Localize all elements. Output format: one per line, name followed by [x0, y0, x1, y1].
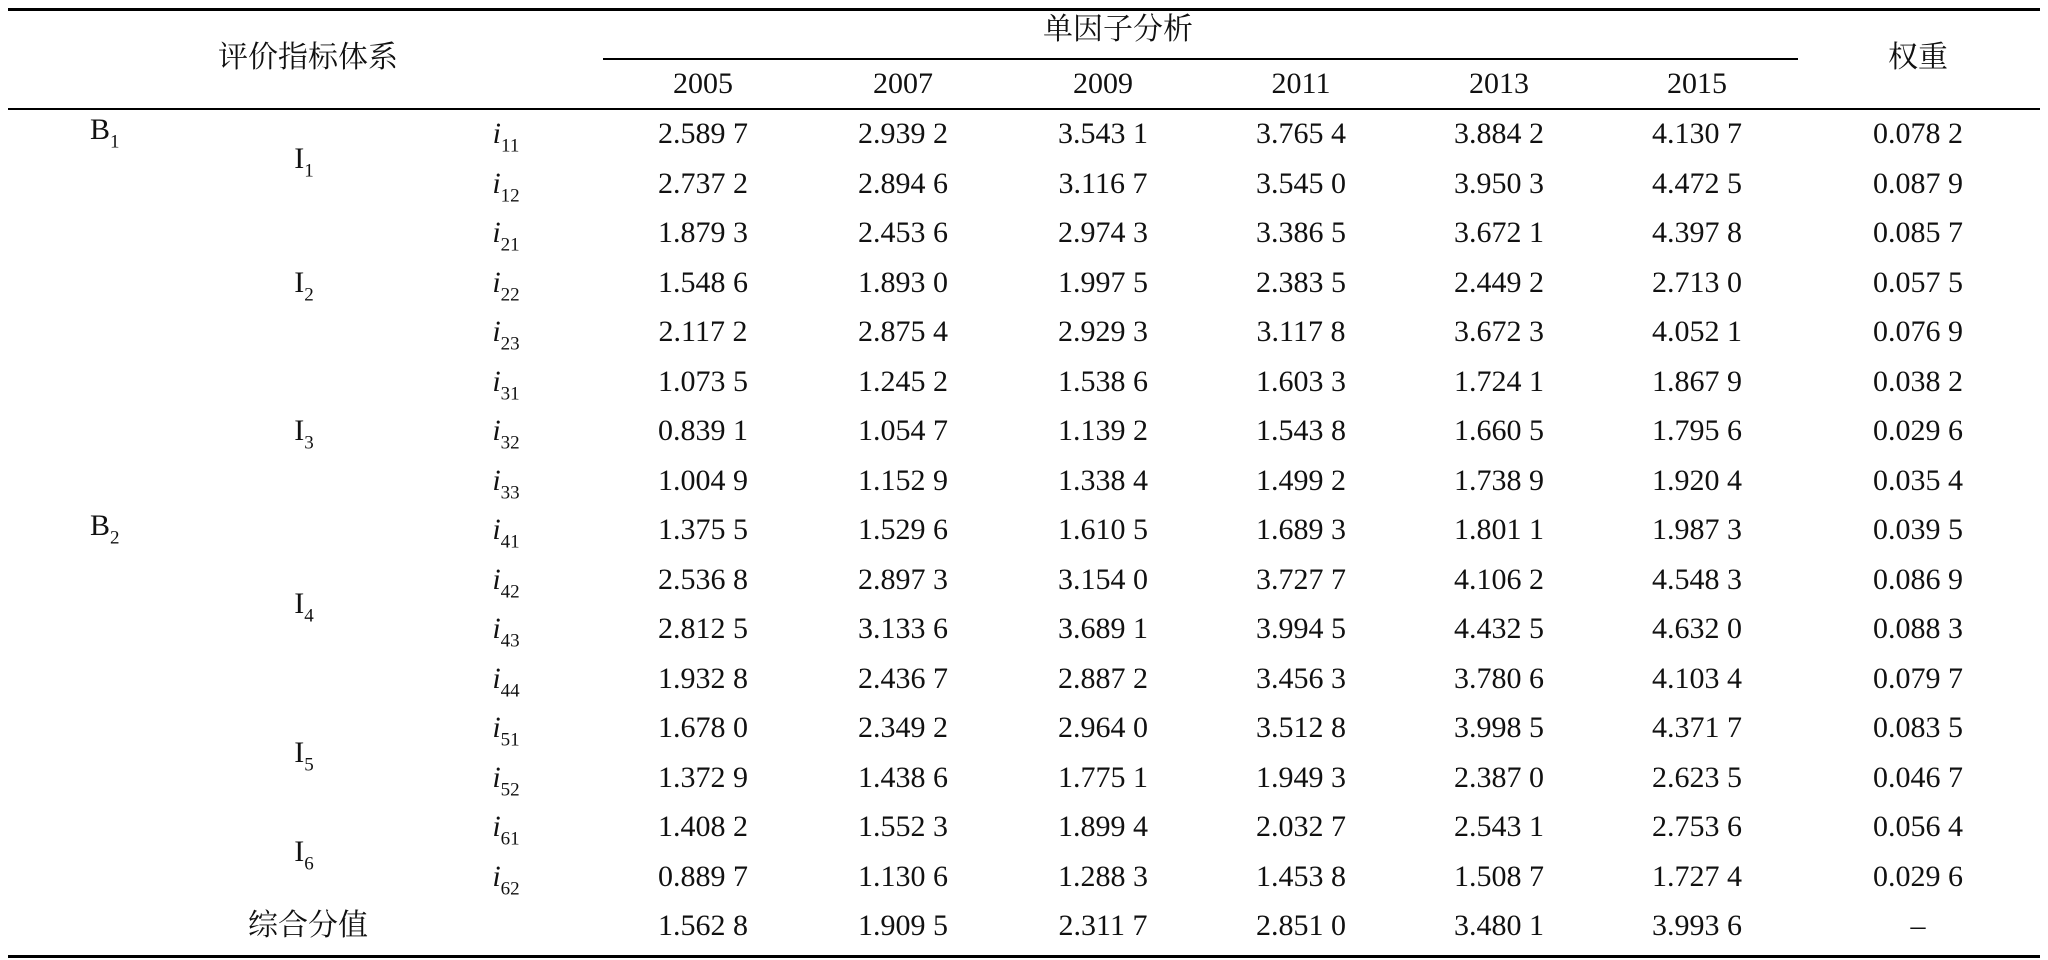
total-weight-cell: – [1910, 909, 1926, 942]
value-cell: 3.994 5 [1256, 612, 1346, 645]
value-cell: 1.375 5 [658, 513, 748, 546]
weight-cell: 0.086 9 [1873, 562, 1963, 596]
value-cell: 3.950 3 [1454, 166, 1544, 200]
value-cell: 1.610 5 [1058, 513, 1148, 546]
value-cell: 1.372 9 [658, 760, 748, 794]
value-cell: 3.117 8 [1256, 315, 1346, 348]
value-cell: 1.338 4 [1058, 463, 1148, 497]
year-header-2007: 2007 [873, 67, 933, 100]
value-cell: 2.032 7 [1256, 810, 1346, 843]
value-cell: 4.130 7 [1652, 117, 1742, 150]
header-single-factor: 单因子分析 [1043, 12, 1193, 47]
value-cell: 4.432 5 [1454, 612, 1544, 645]
value-cell: 2.349 2 [858, 711, 948, 744]
value-cell: 4.632 0 [1652, 612, 1742, 645]
value-cell: 2.894 6 [858, 166, 948, 200]
value-cell: 2.897 3 [858, 562, 948, 596]
indicator-i22: $i_{22}$ [492, 265, 520, 306]
value-cell: 2.974 3 [1058, 216, 1148, 249]
value-cell: 3.780 6 [1454, 661, 1544, 695]
single-factor-underline [603, 58, 1798, 60]
value-cell: 2.623 5 [1652, 760, 1742, 794]
value-cell: 1.867 9 [1652, 364, 1742, 398]
value-cell: 0.889 7 [658, 859, 748, 893]
value-cell: 1.408 2 [658, 810, 748, 843]
value-cell: 1.660 5 [1454, 414, 1544, 447]
indicator-i31: $i_{31}$ [492, 364, 520, 405]
value-cell: 2.543 1 [1454, 810, 1544, 843]
value-cell: 3.765 4 [1256, 117, 1346, 150]
indicator-i41: $i_{41}$ [492, 513, 520, 553]
group-label-B1: $B_1$ [90, 113, 120, 153]
value-cell: 2.875 4 [858, 315, 948, 348]
header-rule [8, 108, 2040, 110]
value-cell: 4.052 1 [1652, 315, 1742, 348]
year-header-2013: 2013 [1469, 67, 1529, 100]
value-cell: 3.727 7 [1256, 562, 1346, 596]
total-value-cell: 3.993 6 [1652, 909, 1742, 942]
value-cell: 3.672 1 [1454, 216, 1544, 249]
value-cell: 1.879 3 [658, 216, 748, 249]
value-cell: 1.678 0 [658, 711, 748, 744]
indicator-i33: $i_{33}$ [492, 463, 520, 504]
header-weight: 权重 [1888, 40, 1948, 75]
value-cell: 1.893 0 [858, 265, 948, 299]
value-cell: 1.899 4 [1058, 810, 1148, 843]
top-rule [8, 8, 2040, 11]
value-cell: 3.116 7 [1058, 166, 1148, 200]
value-cell: 1.738 9 [1454, 463, 1544, 497]
value-cell: 1.073 5 [658, 364, 748, 398]
value-cell: 1.508 7 [1454, 859, 1544, 893]
value-cell: 1.538 6 [1058, 364, 1148, 398]
value-cell: 4.472 5 [1652, 166, 1742, 200]
total-value-cell: 1.562 8 [658, 909, 748, 942]
value-cell: 1.801 1 [1454, 513, 1544, 546]
value-cell: 1.152 9 [858, 463, 948, 497]
index-label-I6: $I_6$ [294, 834, 314, 875]
value-cell: 2.436 7 [858, 661, 948, 695]
value-cell: 1.920 4 [1652, 463, 1742, 497]
value-cell: 3.672 3 [1454, 315, 1544, 348]
indicator-i51: $i_{51}$ [492, 711, 520, 751]
index-label-I3: $I_3$ [294, 414, 314, 454]
weight-cell: 0.076 9 [1873, 315, 1963, 348]
indicator-i62: $i_{62}$ [492, 859, 520, 900]
value-cell: 1.775 1 [1058, 760, 1148, 794]
group-label-B2: $B_2$ [90, 509, 120, 549]
value-cell: 2.887 2 [1058, 661, 1148, 695]
indicator-i12: $i_{12}$ [492, 166, 520, 207]
value-cell: 3.154 0 [1058, 562, 1148, 596]
total-value-cell: 3.480 1 [1454, 909, 1544, 942]
value-cell: 1.438 6 [858, 760, 948, 794]
weight-cell: 0.079 7 [1873, 661, 1963, 695]
value-cell: 1.054 7 [858, 414, 948, 447]
weight-cell: 0.029 6 [1873, 859, 1963, 893]
value-cell: 2.737 2 [658, 166, 748, 200]
value-cell: 3.545 0 [1256, 166, 1346, 200]
weight-cell: 0.087 9 [1873, 166, 1963, 200]
value-cell: 1.499 2 [1256, 463, 1346, 497]
indicator-i21: $i_{21}$ [492, 216, 520, 256]
value-cell: 1.949 3 [1256, 760, 1346, 794]
value-cell: 2.449 2 [1454, 265, 1544, 299]
value-cell: 1.245 2 [858, 364, 948, 398]
total-value-cell: 2.311 7 [1058, 909, 1148, 942]
value-cell: 4.397 8 [1652, 216, 1742, 249]
value-cell: 1.603 3 [1256, 364, 1346, 398]
value-cell: 3.133 6 [858, 612, 948, 645]
value-cell: 4.371 7 [1652, 711, 1742, 744]
total-value-cell: 1.909 5 [858, 909, 948, 942]
value-cell: 2.964 0 [1058, 711, 1148, 744]
value-cell: 2.753 6 [1652, 810, 1742, 843]
weight-cell: 0.035 4 [1873, 463, 1963, 497]
value-cell: 1.529 6 [858, 513, 948, 546]
value-cell: 1.004 9 [658, 463, 748, 497]
value-cell: 2.939 2 [858, 117, 948, 150]
value-cell: 2.536 8 [658, 562, 748, 596]
weight-cell: 0.056 4 [1873, 810, 1963, 843]
total-label: 综合分值 [248, 908, 368, 943]
weight-cell: 0.046 7 [1873, 760, 1963, 794]
year-header-2005: 2005 [673, 67, 733, 100]
value-cell: 3.998 5 [1454, 711, 1544, 744]
value-cell: 1.552 3 [858, 810, 948, 843]
value-cell: 3.884 2 [1454, 117, 1544, 150]
weight-cell: 0.057 5 [1873, 265, 1963, 299]
value-cell: 1.997 5 [1058, 265, 1148, 299]
weight-cell: 0.078 2 [1873, 117, 1963, 150]
weight-cell: 0.083 5 [1873, 711, 1963, 744]
value-cell: 2.713 0 [1652, 265, 1742, 299]
value-cell: 4.548 3 [1652, 562, 1742, 596]
indicator-i52: $i_{52}$ [492, 760, 520, 801]
year-header-2009: 2009 [1073, 67, 1133, 100]
index-label-I5: $I_5$ [294, 735, 314, 776]
indicator-i11: $i_{11}$ [492, 117, 520, 157]
indicator-i42: $i_{42}$ [492, 562, 520, 603]
year-header-2015: 2015 [1667, 67, 1727, 100]
weight-cell: 0.085 7 [1873, 216, 1963, 249]
indicator-i61: $i_{61}$ [492, 810, 520, 850]
header-evaluation-system: 评价指标体系 [218, 40, 398, 75]
value-cell: 0.839 1 [658, 414, 748, 447]
value-cell: 3.689 1 [1058, 612, 1148, 645]
value-cell: 1.130 6 [858, 859, 948, 893]
value-cell: 1.548 6 [658, 265, 748, 299]
value-cell: 2.812 5 [658, 612, 748, 645]
value-cell: 3.456 3 [1256, 661, 1346, 695]
value-cell: 1.453 8 [1256, 859, 1346, 893]
indicator-i32: $i_{32}$ [492, 414, 520, 454]
year-header-2011: 2011 [1271, 67, 1331, 100]
value-cell: 2.589 7 [658, 117, 748, 150]
value-cell: 4.103 4 [1652, 661, 1742, 695]
indicator-i43: $i_{43}$ [492, 612, 520, 652]
index-label-I1: $I_1$ [294, 141, 314, 182]
value-cell: 2.383 5 [1256, 265, 1346, 299]
value-cell: 3.543 1 [1058, 117, 1148, 150]
value-cell: 2.387 0 [1454, 760, 1544, 794]
indicator-i44: $i_{44}$ [492, 661, 520, 702]
total-value-cell: 2.851 0 [1256, 909, 1346, 942]
weight-cell: 0.039 5 [1873, 513, 1963, 546]
value-cell: 1.727 4 [1652, 859, 1742, 893]
value-cell: 1.932 8 [658, 661, 748, 695]
weight-cell: 0.029 6 [1873, 414, 1963, 447]
value-cell: 1.543 8 [1256, 414, 1346, 447]
value-cell: 3.512 8 [1256, 711, 1346, 744]
value-cell: 1.724 1 [1454, 364, 1544, 398]
weight-cell: 0.088 3 [1873, 612, 1963, 645]
indicator-i23: $i_{23}$ [492, 315, 520, 355]
bottom-rule [8, 955, 2040, 958]
value-cell: 1.987 3 [1652, 513, 1742, 546]
value-cell: 1.288 3 [1058, 859, 1148, 893]
value-cell: 1.139 2 [1058, 414, 1148, 447]
weight-cell: 0.038 2 [1873, 364, 1963, 398]
value-cell: 1.795 6 [1652, 414, 1742, 447]
value-cell: 4.106 2 [1454, 562, 1544, 596]
index-label-I2: $I_2$ [294, 265, 314, 306]
index-label-I4: $I_4$ [294, 587, 314, 627]
value-cell: 1.689 3 [1256, 513, 1346, 546]
value-cell: 2.929 3 [1058, 315, 1148, 348]
value-cell: 3.386 5 [1256, 216, 1346, 249]
value-cell: 2.117 2 [658, 315, 748, 348]
value-cell: 2.453 6 [858, 216, 948, 249]
